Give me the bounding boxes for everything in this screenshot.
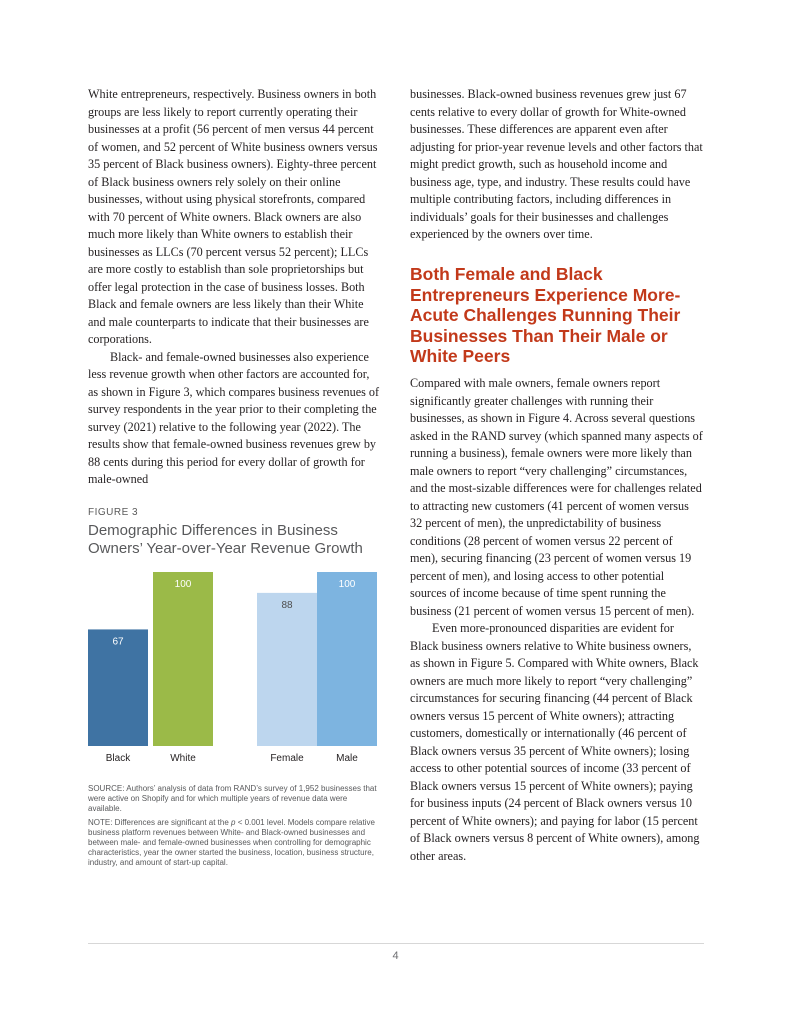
- revenue-growth-bar-chart: [88, 566, 378, 770]
- right-column-bottom: [410, 375, 703, 865]
- category-label-white: White: [170, 753, 196, 764]
- figure-label: FIGURE 3: [88, 507, 139, 518]
- right-column-top: [410, 86, 703, 244]
- note-p-symbol: p: [231, 818, 236, 827]
- bar-white: [153, 572, 213, 746]
- right-paragraph-1: businesses. Black-owned business revenues grew just 67 cents relative to every dollar of growth for White-owned businesses. These differences are apparent even after adjusting for prior-year revenue levels and other factors that might predict growth, such as household income and business age, type, and industry. These results could have multiple contributing factors, including differences in individuals’ goals for their businesses and challenges experienced by the owners over time.: [410, 87, 703, 241]
- left-paragraph-1: White entrepreneurs, respectively. Business owners in both groups are less likely to report currently operating their businesses at a profit (56 percent of men versus 44 percent of women, and 52 percent of White business owners versus 35 percent of Black business owners). Eighty-three percent of Black business owners rely solely on their online businesses, without using physical storefronts, compared with 70 percent of White owners. Black owners are also much more likely than White owners to establish their businesses as LLCs (70 percent versus 52 percent); LLCs are more costly to establish than sole proprietorships but offer legal protection in the case of business losses. Both Black and female owners are less likely than their White and male counterparts to indicate that their businesses are corporations.: [88, 87, 378, 346]
- note-prefix: NOTE: Differences are significant at the: [88, 818, 232, 827]
- note-rest: < 0.001 level. Models compare relative business platform revenues between White- and Black-owned businesses and between male- and female-owned businesses when controlling for demographic characteristics, year the owner started the business, location, business structure, industry, and amount of start-up capital.: [88, 818, 375, 867]
- figure-significance-note: [88, 818, 378, 868]
- bar-male: [317, 572, 377, 746]
- figure-notes: [88, 784, 378, 872]
- bar-female: [257, 593, 317, 746]
- right-paragraph-2: Compared with male owners, female owners report significantly greater challenges with running their businesses, as shown in Figure 4. Across several questions asked in the RAND survey (which spanned many aspects of running a business), female owners were more likely than male owners to report “very challenging” circumstances, and the most-sizable differences were for challenges related to attracting new customers (41 percent of women versus 32 percent of men), the unpredictability of business conditions (28 percent of women versus 22 percent of men), securing financing (23 percent of women versus 19 percent of men), and losing access to other potential sources of income because of time spent running the business (21 percent of women versus 15 percent of men).: [410, 376, 703, 618]
- bar-value-label-black: 67: [112, 636, 124, 648]
- left-column: [88, 86, 380, 489]
- footer-divider: [88, 943, 704, 944]
- left-paragraph-2: Black- and female-owned businesses also experience less revenue growth when other factors are accounted for, as shown in Figure 3, which compares business revenues of survey respondents in the year prior to their completing the survey (2021) relative to the following year (2022). The results show that female-owned business revenues grew by 88 cents during this period for every dollar of growth for male-owned: [88, 349, 380, 486]
- bar-value-label-female: 88: [281, 599, 293, 611]
- bar-value-label-white: 100: [174, 579, 192, 590]
- category-label-female: Female: [270, 753, 304, 764]
- section-heading: Both Female and Black Entrepreneurs Experience More-Acute Challenges Running Their Businesses Than Their Male or White Peers: [410, 264, 681, 366]
- category-label-male: Male: [336, 753, 358, 764]
- page-number: 4: [392, 950, 399, 962]
- figure-source-note: SOURCE: Authors’ analysis of data from RAND’s survey of 1,952 businesses that were active on Shopify and for which multiple years of revenue data were available.: [88, 784, 377, 813]
- category-label-black: Black: [105, 753, 131, 764]
- right-paragraph-3: Even more-pronounced disparities are evident for Black business owners relative to White business owners, as shown in Figure 5. Compared with White owners, Black owners are much more likely to report “very challenging” circumstances for securing financing (44 percent of Black owners versus 15 percent of White owners); attracting customers, domestically or internationally (46 percent of Black owners versus 35 percent of White owners); losing access to other potential sources of income (33 percent of Black owners versus 15 percent of White owners); paying for business inputs (24 percent of Black owners versus 10 percent of White owners); and paying for labor (15 percent of Black owners versus 8 percent of White owners), among other areas.: [410, 621, 700, 863]
- figure-title: Demographic Differences in Business Owners’ Year-over-Year Revenue Growth: [88, 522, 363, 557]
- bar-value-label-male: 100: [338, 579, 356, 590]
